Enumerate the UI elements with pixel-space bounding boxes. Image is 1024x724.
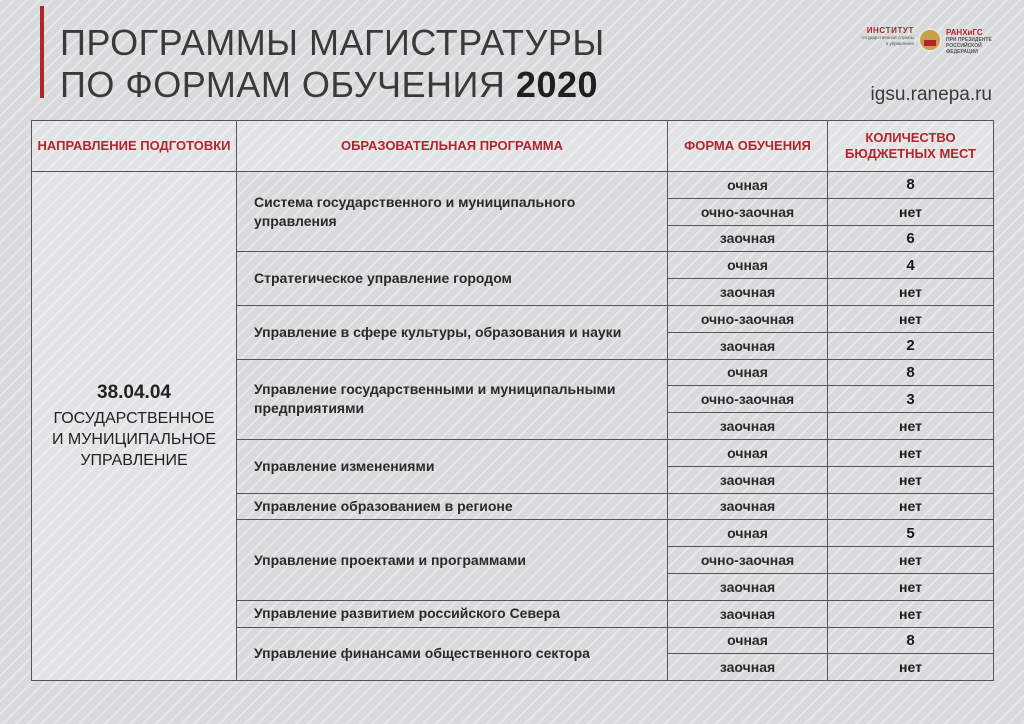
study-form: заочная bbox=[668, 466, 828, 493]
study-form: очная bbox=[668, 172, 828, 199]
ranepa-logo bbox=[856, 26, 994, 60]
direction-cell bbox=[32, 172, 237, 681]
study-form: очно-заочная bbox=[668, 198, 828, 225]
logo-ranepa-text bbox=[946, 28, 994, 55]
budget-seats: нет bbox=[828, 547, 994, 574]
budget-seats: нет bbox=[828, 198, 994, 225]
budget-seats: нет bbox=[828, 279, 994, 306]
logo-institute-line-1: ИНСТИТУТ bbox=[866, 26, 914, 35]
budget-seats: нет bbox=[828, 600, 994, 627]
logo-institute-line-2: государственной службы bbox=[861, 35, 914, 40]
table-row bbox=[32, 172, 994, 199]
column-header: ФОРМА ОБУЧЕНИЯ bbox=[668, 121, 828, 172]
budget-seats: нет bbox=[828, 439, 994, 466]
study-form: заочная bbox=[668, 573, 828, 600]
budget-seats: нет bbox=[828, 413, 994, 440]
emblem-icon bbox=[918, 28, 942, 52]
program-name: Управление изменениями bbox=[237, 439, 668, 493]
title-line-2-text: ПО ФОРМАМ ОБУЧЕНИЯ bbox=[60, 64, 506, 105]
study-form: заочная bbox=[668, 654, 828, 681]
column-header: КОЛИЧЕСТВО БЮДЖЕТНЫХ МЕСТ bbox=[828, 121, 994, 172]
logo-ranepa-line-3: РОССИЙСКОЙ ФЕДЕРАЦИИ bbox=[946, 43, 982, 55]
logo-ranepa-line-2: ПРИ ПРЕЗИДЕНТЕ bbox=[946, 37, 992, 43]
program-name: Управление развитием российского Севера bbox=[237, 600, 668, 627]
program-name: Управление проектами и программами bbox=[237, 520, 668, 600]
column-header: НАПРАВЛЕНИЕ ПОДГОТОВКИ bbox=[32, 121, 237, 172]
budget-seats: 8 bbox=[828, 627, 994, 654]
program-name: Управление государственными и муниципальными предприятиями bbox=[237, 359, 668, 439]
logo-institute-text bbox=[856, 26, 914, 47]
budget-seats: 3 bbox=[828, 386, 994, 413]
program-name: Управление образованием в регионе bbox=[237, 493, 668, 520]
direction-name-line: УПРАВЛЕНИЕ bbox=[80, 451, 188, 469]
site-url: igsu.ranepa.ru bbox=[870, 84, 992, 105]
programs-table bbox=[31, 120, 994, 681]
direction-code: 38.04.04 bbox=[97, 381, 171, 403]
study-form: очная bbox=[668, 252, 828, 279]
direction-name-line: ГОСУДАРСТВЕННОЕ bbox=[53, 409, 215, 427]
budget-seats: 8 bbox=[828, 172, 994, 199]
study-form: заочная bbox=[668, 332, 828, 359]
column-header: ОБРАЗОВАТЕЛЬНАЯ ПРОГРАММА bbox=[237, 121, 668, 172]
title-line-2 bbox=[60, 64, 605, 106]
study-form: очная bbox=[668, 439, 828, 466]
budget-seats: нет bbox=[828, 573, 994, 600]
direction-name bbox=[32, 408, 236, 471]
study-form: очная bbox=[668, 520, 828, 547]
study-form: заочная bbox=[668, 279, 828, 306]
budget-seats: 4 bbox=[828, 252, 994, 279]
program-name: Управление в сфере культуры, образования и науки bbox=[237, 305, 668, 359]
program-name: Система государственного и муниципального управления bbox=[237, 172, 668, 252]
study-form: очно-заочная bbox=[668, 305, 828, 332]
budget-seats: нет bbox=[828, 654, 994, 681]
title-line-1: ПРОГРАММЫ МАГИСТРАТУРЫ bbox=[60, 22, 605, 63]
logo-institute-line-3: и управления bbox=[885, 41, 914, 46]
page-title bbox=[60, 22, 605, 106]
title-year: 2020 bbox=[515, 64, 599, 105]
study-form: заочная bbox=[668, 413, 828, 440]
budget-seats: нет bbox=[828, 305, 994, 332]
study-form: заочная bbox=[668, 225, 828, 252]
logo-ranepa-line-1: РАНХиГС bbox=[946, 28, 983, 37]
budget-seats: нет bbox=[828, 493, 994, 520]
program-name: Стратегическое управление городом bbox=[237, 252, 668, 306]
budget-seats: нет bbox=[828, 466, 994, 493]
study-form: очно-заочная bbox=[668, 547, 828, 574]
budget-seats: 2 bbox=[828, 332, 994, 359]
budget-seats: 5 bbox=[828, 520, 994, 547]
study-form: очная bbox=[668, 359, 828, 386]
budget-seats: 6 bbox=[828, 225, 994, 252]
accent-bar bbox=[40, 6, 44, 98]
budget-seats: 8 bbox=[828, 359, 994, 386]
study-form: очно-заочная bbox=[668, 386, 828, 413]
study-form: заочная bbox=[668, 600, 828, 627]
program-name: Управление финансами общественного сектора bbox=[237, 627, 668, 681]
study-form: очная bbox=[668, 627, 828, 654]
table-body bbox=[32, 172, 994, 681]
table-header-row bbox=[32, 121, 994, 172]
direction-name-line: И МУНИЦИПАЛЬНОЕ bbox=[51, 430, 217, 448]
study-form: заочная bbox=[668, 493, 828, 520]
